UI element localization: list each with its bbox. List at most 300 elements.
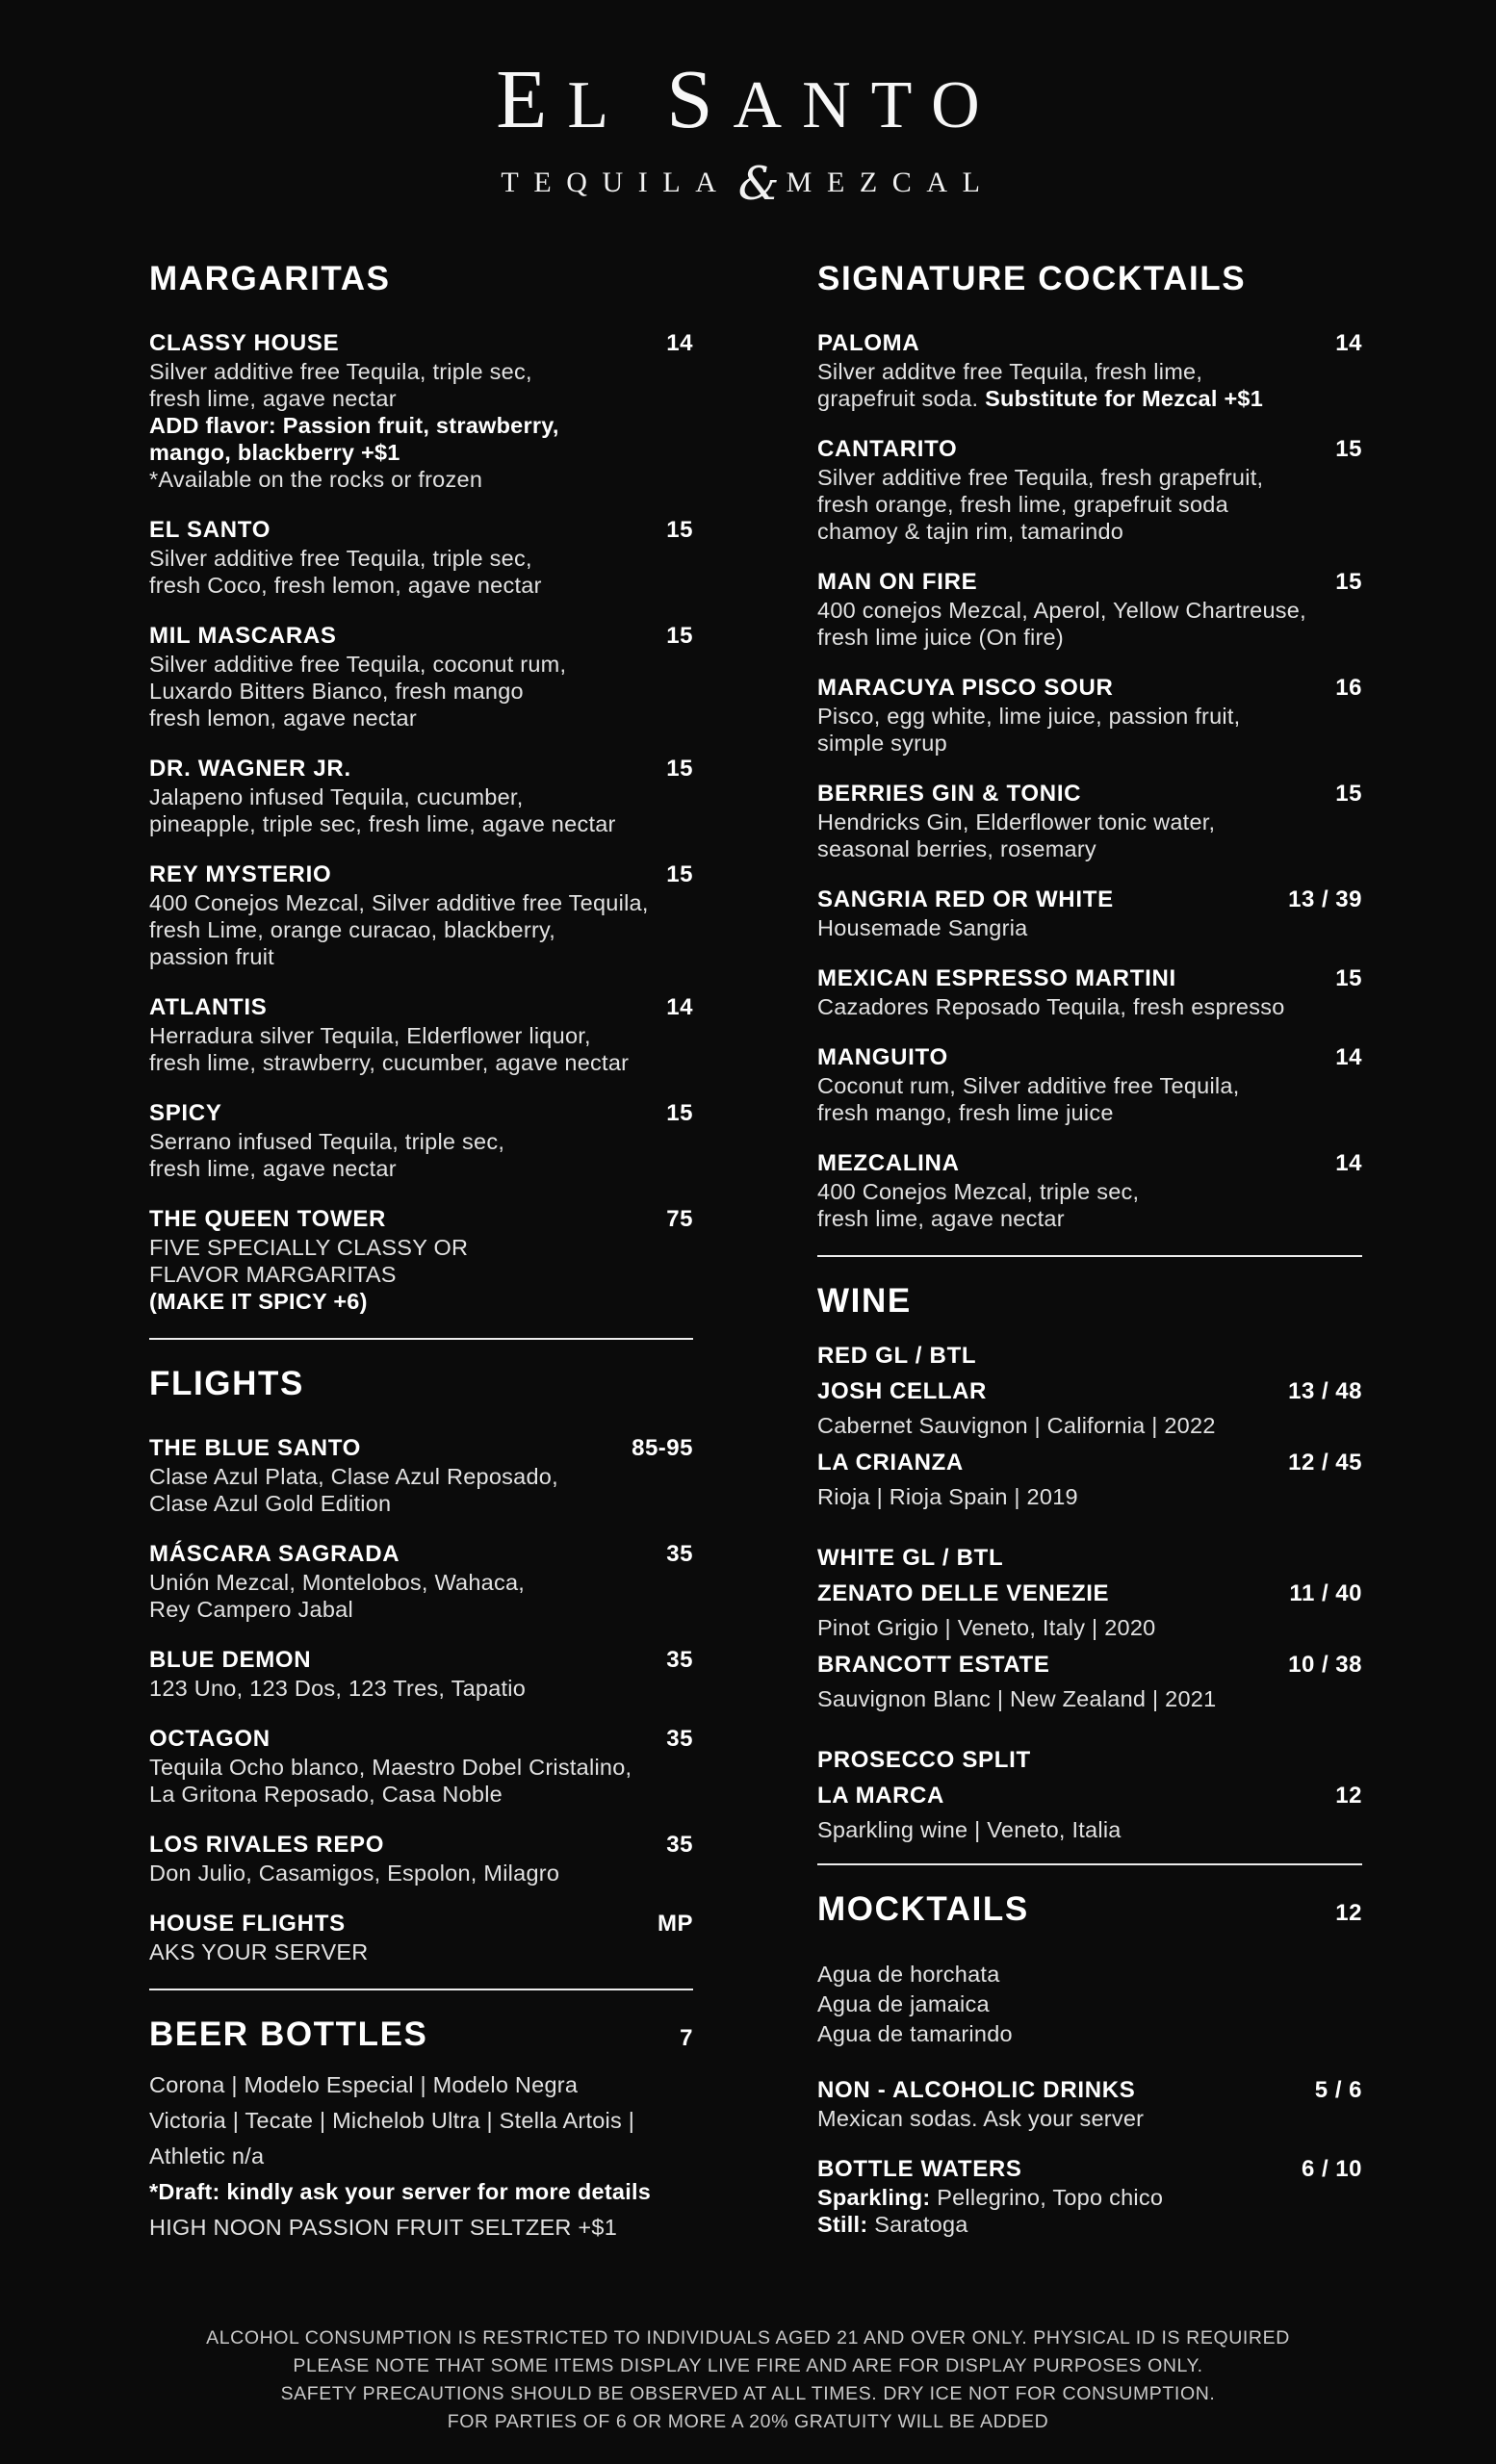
item-description-line xyxy=(149,1234,693,1261)
menu-item-header xyxy=(817,1376,1362,1407)
text-segment: Silver additive free Tequila, fresh grapefruit, xyxy=(817,465,1264,490)
section-header xyxy=(149,1363,693,1405)
text-segment: Sparkling: xyxy=(817,2185,938,2210)
item-description-line xyxy=(817,1205,1362,1232)
menu-item-header xyxy=(149,1205,693,1234)
text-segment: fresh lime, agave nectar xyxy=(817,1206,1065,1231)
menu-item-price: 15 xyxy=(1335,965,1362,991)
item-description-line xyxy=(817,464,1362,491)
menu-item-name: MÁSCARA SAGRADA xyxy=(149,1541,400,1567)
menu-item-name: MARACUYA PISCO SOUR xyxy=(817,675,1114,701)
menu-item-price: 12 xyxy=(1335,1783,1362,1809)
text-segment: Sauvignon Blanc | New Zealand | 2021 xyxy=(817,1686,1217,1711)
menu-item-price: 5 / 6 xyxy=(1314,2077,1362,2103)
menu-item-header xyxy=(817,964,1362,993)
menu-item-name: BERRIES GIN & TONIC xyxy=(817,781,1082,807)
menu-item-man-on-fire xyxy=(817,568,1362,651)
item-description-line xyxy=(817,730,1362,757)
menu-item-name: MANGUITO xyxy=(817,1044,948,1070)
item-description-line xyxy=(149,385,693,412)
menu-item-price: 35 xyxy=(666,1726,693,1752)
item-description-line xyxy=(149,1754,693,1781)
item-description-line xyxy=(149,943,693,970)
text-segment: passion fruit xyxy=(149,944,274,969)
item-description-line xyxy=(149,2210,693,2246)
menu-item-price: 12 / 45 xyxy=(1288,1450,1362,1476)
text-segment: Coconut rum, Silver additive free Tequila, xyxy=(817,1073,1240,1098)
menu-item-los-rivales-repo xyxy=(149,1831,693,1886)
text-segment: mango, blackberry +$1 xyxy=(149,440,400,465)
menu-item-price: 35 xyxy=(666,1647,693,1673)
menu-item-header xyxy=(149,993,693,1022)
menu-item-name: LA CRIANZA xyxy=(817,1450,964,1476)
plain-lines-block xyxy=(149,2067,693,2246)
text-segment: Saratoga xyxy=(874,2212,968,2237)
menu-item-header xyxy=(149,1831,693,1860)
wine-group-label-red-gl-btl: RED GL / BTL xyxy=(817,1343,977,1369)
text-segment: fresh lime juice (On fire) xyxy=(817,625,1064,650)
item-description-line xyxy=(817,1681,1362,1717)
text-segment: simple syrup xyxy=(817,731,947,756)
menu-item-header xyxy=(149,1646,693,1675)
menu-item-header xyxy=(817,674,1362,703)
item-description-line xyxy=(817,385,1362,412)
item-description-line xyxy=(149,466,693,493)
menu-item-name: THE BLUE SANTO xyxy=(149,1435,362,1461)
menu-item-name: BOTTLE WATERS xyxy=(817,2156,1022,2182)
item-description-line xyxy=(817,2105,1362,2132)
menu-column-left xyxy=(149,258,693,2272)
menu-item-header xyxy=(149,329,693,358)
section-title-signature-cocktails: SIGNATURE COCKTAILS xyxy=(817,260,1247,297)
menu-item-name: HOUSE FLIGHTS xyxy=(149,1911,346,1937)
section-header xyxy=(817,258,1362,300)
menu-item-price: 15 xyxy=(1335,436,1362,462)
restaurant-logo xyxy=(0,53,1496,212)
logo-subtitle-mezcal: MEZCAL xyxy=(786,167,995,199)
item-description-line xyxy=(149,545,693,572)
logo-word-rest: ANTO xyxy=(733,68,1000,142)
menu-item-price: 75 xyxy=(666,1206,693,1232)
menu-item-header xyxy=(817,329,1362,358)
text-segment: Unión Mezcal, Montelobos, Wahaca, xyxy=(149,1570,526,1595)
item-description-line xyxy=(817,1609,1362,1646)
text-segment: Athletic n/a xyxy=(149,2143,265,2169)
logo-word-el xyxy=(496,53,630,145)
section-header xyxy=(817,1280,1362,1322)
item-description-line xyxy=(149,2139,693,2174)
text-segment: Rey Campero Jabal xyxy=(149,1597,353,1622)
item-description-line xyxy=(817,808,1362,835)
menu-item-m-scara-sagrada xyxy=(149,1540,693,1623)
wine-group-label-prosecco-split: PROSECCO SPLIT xyxy=(817,1747,1031,1773)
item-description-line xyxy=(149,572,693,599)
item-description-line xyxy=(817,1178,1362,1205)
menu-item-rey-mysterio xyxy=(149,860,693,970)
logo-word-rest: L xyxy=(567,68,630,142)
text-segment: fresh lime, agave nectar xyxy=(149,1156,397,1181)
menu-item-price: MP xyxy=(658,1911,693,1937)
logo-word-santo xyxy=(666,53,1000,145)
menu-item-price: 16 xyxy=(1335,675,1362,701)
text-segment: 400 Conejos Mezcal, Silver additive free Tequila, xyxy=(149,890,649,915)
item-description-line xyxy=(149,1490,693,1517)
item-description-line xyxy=(149,2067,693,2103)
menu-item-maracuya-pisco-sour xyxy=(817,674,1362,757)
text-segment: fresh lime, agave nectar xyxy=(149,386,397,411)
item-description-line xyxy=(149,783,693,810)
item-description-line xyxy=(817,1072,1362,1099)
menu-item-name: OCTAGON xyxy=(149,1726,271,1752)
menu-item-header xyxy=(817,886,1362,914)
item-description-line xyxy=(149,1569,693,1596)
section-margaritas xyxy=(149,258,693,1315)
text-segment: Clase Azul Gold Edition xyxy=(149,1491,392,1516)
menu-item-price: 15 xyxy=(1335,781,1362,807)
item-description-line xyxy=(817,2211,1362,2238)
text-segment: fresh Coco, fresh lemon, agave nectar xyxy=(149,573,542,598)
text-segment: Housemade Sangria xyxy=(817,915,1028,940)
text-segment: Agua de tamarindo xyxy=(817,2021,1013,2046)
menu-item-name: MAN ON FIRE xyxy=(817,569,978,595)
menu-item-price: 13 / 39 xyxy=(1288,886,1362,912)
menu-item-zenato-delle-venezie xyxy=(817,1578,1362,1646)
menu-item-name: EL SANTO xyxy=(149,517,271,543)
item-description-line xyxy=(149,1781,693,1808)
menu-item-brancott-estate xyxy=(817,1650,1362,1717)
text-segment: grapefruit soda. xyxy=(817,386,986,411)
menu-item-name: MEZCALINA xyxy=(817,1150,960,1176)
item-description-line xyxy=(817,2184,1362,2211)
section-divider xyxy=(817,1255,1362,1257)
menu-item-name: SPICY xyxy=(149,1100,222,1126)
menu-item-header xyxy=(149,1434,693,1463)
section-title-margaritas: MARGARITAS xyxy=(149,260,391,297)
menu-item-josh-cellar xyxy=(817,1376,1362,1444)
legal-disclaimer xyxy=(0,2324,1496,2436)
text-segment: Luxardo Bitters Bianco, fresh mango xyxy=(149,679,524,704)
menu-item-spicy xyxy=(149,1099,693,1182)
text-segment: Hendricks Gin, Elderflower tonic water, xyxy=(817,809,1216,834)
menu-item-name: NON - ALCOHOLIC DRINKS xyxy=(817,2077,1136,2103)
item-description-line xyxy=(149,1261,693,1288)
text-segment: Herradura silver Tequila, Elderflower liquor, xyxy=(149,1023,591,1048)
section-header xyxy=(149,2014,693,2056)
menu-item-name: CLASSY HOUSE xyxy=(149,330,340,356)
item-description-line xyxy=(149,1860,693,1886)
item-description-line xyxy=(149,2103,693,2139)
text-segment: 400 conejos Mezcal, Aperol, Yellow Chartreuse, xyxy=(817,598,1306,623)
item-description-line xyxy=(149,1938,693,1965)
menu-item-price: 15 xyxy=(666,1100,693,1126)
text-segment: Tequila Ocho blanco, Maestro Dobel Cristalino, xyxy=(149,1755,632,1780)
item-description-line xyxy=(817,624,1362,651)
menu-item-price: 6 / 10 xyxy=(1301,2156,1362,2182)
menu-item-the-blue-santo xyxy=(149,1434,693,1517)
menu-item-house-flights xyxy=(149,1910,693,1965)
disclaimer-line: FOR PARTIES OF 6 OR MORE A 20% GRATUITY WILL BE ADDED xyxy=(447,2411,1049,2432)
item-description-line xyxy=(817,1407,1362,1444)
menu-item-name: PALOMA xyxy=(817,330,920,356)
menu-item-name: LOS RIVALES REPO xyxy=(149,1832,385,1858)
item-description-line xyxy=(149,1049,693,1076)
logo-subtitle-tequila: TEQUILA xyxy=(501,167,732,199)
text-segment: *Draft: kindly ask your server for more details xyxy=(149,2179,652,2204)
item-description-line xyxy=(149,810,693,837)
text-segment: FLAVOR MARGARITAS xyxy=(149,1262,397,1287)
text-segment: fresh Lime, orange curacao, blackberry, xyxy=(149,917,556,942)
section-title-beer-bottles: BEER BOTTLES xyxy=(149,2015,428,2053)
item-description-line xyxy=(149,1596,693,1623)
text-segment: Substitute for Mezcal +$1 xyxy=(985,386,1264,411)
menu-item-la-crianza xyxy=(817,1448,1362,1515)
menu-item-mezcalina xyxy=(817,1149,1362,1232)
item-description-line xyxy=(149,439,693,466)
item-description-line xyxy=(149,889,693,916)
text-segment: Cazadores Reposado Tequila, fresh espresso xyxy=(817,994,1285,1019)
menu-column-right xyxy=(817,258,1362,2261)
menu-item-header xyxy=(817,435,1362,464)
text-segment: seasonal berries, rosemary xyxy=(817,836,1096,861)
text-segment: fresh lime, strawberry, cucumber, agave nectar xyxy=(149,1050,630,1075)
item-description-line xyxy=(149,1155,693,1182)
menu-item-price: 15 xyxy=(666,517,693,543)
text-segment: Sparkling wine | Veneto, Italia xyxy=(817,1817,1122,1842)
menu-item-name: BRANCOTT ESTATE xyxy=(817,1652,1050,1678)
item-description-line xyxy=(817,1099,1362,1126)
text-segment: Don Julio, Casamigos, Espolon, Milagro xyxy=(149,1861,560,1886)
item-description-line xyxy=(149,1675,693,1702)
menu-item-paloma xyxy=(817,329,1362,412)
text-segment: *Available on the rocks or frozen xyxy=(149,467,483,492)
menu-item-octagon xyxy=(149,1725,693,1808)
item-description-line xyxy=(149,916,693,943)
menu-item-header xyxy=(149,860,693,889)
menu-item-price: 10 / 38 xyxy=(1288,1652,1362,1678)
section-title-wine: WINE xyxy=(817,1282,912,1320)
menu-item-price: 15 xyxy=(1335,569,1362,595)
section-flights xyxy=(149,1338,693,1965)
ampersand-glyph: & xyxy=(737,157,780,212)
menu-item-mexican-espresso-martini xyxy=(817,964,1362,1020)
item-description-line xyxy=(149,678,693,705)
section-mocktails xyxy=(817,1863,1362,2238)
menu-item-name: THE QUEEN TOWER xyxy=(149,1206,387,1232)
text-segment: Silver additive free Tequila, triple sec, xyxy=(149,546,532,571)
text-segment: Still: xyxy=(817,2212,875,2237)
menu-item-berries-gin-tonic xyxy=(817,780,1362,862)
menu-item-manguito xyxy=(817,1043,1362,1126)
menu-item-price: 14 xyxy=(1335,330,1362,356)
menu-item-header xyxy=(149,1725,693,1754)
plain-lines-block xyxy=(817,1960,1362,2049)
item-description-line xyxy=(817,597,1362,624)
text-segment: Pellegrino, Topo chico xyxy=(937,2185,1164,2210)
text-segment: FIVE SPECIALLY CLASSY OR xyxy=(149,1235,469,1260)
menu-item-price: 35 xyxy=(666,1832,693,1858)
item-description-line xyxy=(149,651,693,678)
text-segment: Silver additve free Tequila, fresh lime, xyxy=(817,359,1203,384)
text-segment: Agua de jamaica xyxy=(817,1991,990,2016)
item-description-line xyxy=(149,358,693,385)
menu-item-header xyxy=(149,1910,693,1938)
text-segment: 123 Uno, 123 Dos, 123 Tres, Tapatio xyxy=(149,1676,527,1701)
spacer xyxy=(817,1721,1362,1746)
menu-item-header xyxy=(817,1043,1362,1072)
menu-item-name: JOSH CELLAR xyxy=(817,1378,987,1404)
menu-item-el-santo xyxy=(149,516,693,599)
section-beer-bottles xyxy=(149,1989,693,2246)
section-title-mocktails: MOCKTAILS xyxy=(817,1890,1029,1928)
menu-item-header xyxy=(817,1781,1362,1811)
section-signature-cocktails xyxy=(817,258,1362,1232)
menu-item-price: 85-95 xyxy=(632,1435,693,1461)
menu-item-name: SANGRIA RED OR WHITE xyxy=(817,886,1114,912)
menu-item-the-queen-tower xyxy=(149,1205,693,1315)
menu-item-name: MIL MASCARAS xyxy=(149,623,337,649)
text-segment: Pinot Grigio | Veneto, Italy | 2020 xyxy=(817,1615,1156,1640)
logo-title xyxy=(0,53,1496,145)
item-description-line xyxy=(817,491,1362,518)
disclaimer-line: SAFETY PRECAUTIONS SHOULD BE OBSERVED AT ALL TIMES. DRY ICE NOT FOR CONSUMPTION. xyxy=(280,2383,1216,2404)
text-segment: Clase Azul Plata, Clase Azul Reposado, xyxy=(149,1464,558,1489)
logo-word-initial: S xyxy=(666,53,734,145)
menu-item-price: 15 xyxy=(666,623,693,649)
text-segment: 400 Conejos Mezcal, triple sec, xyxy=(817,1179,1140,1204)
item-description-line xyxy=(817,1960,1362,1989)
item-description-line xyxy=(817,518,1362,545)
text-segment: Corona | Modelo Especial | Modelo Negra xyxy=(149,2072,579,2097)
logo-subtitle xyxy=(0,157,1496,211)
menu-item-name: DR. WAGNER JR. xyxy=(149,756,351,782)
text-segment: Silver additive free Tequila, triple sec, xyxy=(149,359,532,384)
menu-item-price: 11 / 40 xyxy=(1289,1580,1362,1606)
menu-item-header xyxy=(149,755,693,783)
text-segment: Jalapeno infused Tequila, cucumber, xyxy=(149,784,524,809)
text-segment: pineapple, triple sec, fresh lime, agave nectar xyxy=(149,811,616,836)
text-segment: HIGH NOON PASSION FRUIT SELTZER +$1 xyxy=(149,2215,618,2240)
item-description-line xyxy=(149,1022,693,1049)
item-description-line xyxy=(817,1811,1362,1848)
section-price: 7 xyxy=(680,2025,693,2051)
item-description-line xyxy=(817,835,1362,862)
section-divider xyxy=(817,1863,1362,1865)
menu-item-bottle-waters xyxy=(817,2155,1362,2238)
item-description-line xyxy=(149,2174,693,2210)
text-segment: (MAKE IT SPICY +6) xyxy=(149,1289,368,1314)
text-segment: Pisco, egg white, lime juice, passion fruit, xyxy=(817,704,1241,729)
menu-item-price: 14 xyxy=(1335,1044,1362,1070)
menu-item-header xyxy=(817,780,1362,808)
menu-item-header xyxy=(817,2076,1362,2105)
text-segment: Cabernet Sauvignon | California | 2022 xyxy=(817,1413,1216,1438)
item-description-line xyxy=(149,1288,693,1315)
menu-item-classy-house xyxy=(149,329,693,493)
item-description-line xyxy=(817,1478,1362,1515)
menu-item-header xyxy=(817,1448,1362,1478)
text-segment: Serrano infused Tequila, triple sec, xyxy=(149,1129,505,1154)
section-header xyxy=(149,258,693,300)
menu-item-header xyxy=(149,1540,693,1569)
menu-item-price: 14 xyxy=(1335,1150,1362,1176)
section-header xyxy=(817,1888,1362,1931)
text-segment: fresh lemon, agave nectar xyxy=(149,706,417,731)
item-description-line xyxy=(817,703,1362,730)
text-segment: Agua de horchata xyxy=(817,1962,1000,1987)
menu-item-non-alcoholic-drinks xyxy=(817,2076,1362,2132)
menu-item-name: ATLANTIS xyxy=(149,994,268,1020)
item-description-line xyxy=(817,2019,1362,2049)
item-description-line xyxy=(817,1989,1362,2019)
text-segment: fresh mango, fresh lime juice xyxy=(817,1100,1114,1125)
text-segment: Rioja | Rioja Spain | 2019 xyxy=(817,1484,1078,1509)
menu-item-header xyxy=(149,1099,693,1128)
menu-item-mil-mascaras xyxy=(149,622,693,732)
menu-item-name: ZENATO DELLE VENEZIE xyxy=(817,1580,1110,1606)
menu-item-dr-wagner-jr xyxy=(149,755,693,837)
text-segment: La Gritona Reposado, Casa Noble xyxy=(149,1782,503,1807)
disclaimer-line: PLEASE NOTE THAT SOME ITEMS DISPLAY LIVE FIRE AND ARE FOR DISPLAY PURPOSES ONLY. xyxy=(293,2355,1203,2376)
item-description-line xyxy=(149,705,693,732)
menu-item-price: 14 xyxy=(666,994,693,1020)
menu-item-sangria-red-or-white xyxy=(817,886,1362,941)
menu-item-name: CANTARITO xyxy=(817,436,958,462)
item-description-line xyxy=(817,914,1362,941)
menu-item-cantarito xyxy=(817,435,1362,545)
menu-item-price: 13 / 48 xyxy=(1288,1378,1362,1404)
text-segment: chamoy & tajin rim, tamarindo xyxy=(817,519,1124,544)
item-description-line xyxy=(149,1128,693,1155)
menu-item-atlantis xyxy=(149,993,693,1076)
menu-item-header xyxy=(149,622,693,651)
menu-item-header xyxy=(817,1149,1362,1178)
menu-item-name: MEXICAN ESPRESSO MARTINI xyxy=(817,965,1176,991)
menu-item-name: REY MYSTERIO xyxy=(149,861,332,887)
text-segment: Victoria | Tecate | Michelob Ultra | Stella Artois | xyxy=(149,2108,635,2133)
menu-item-name: LA MARCA xyxy=(817,1783,944,1809)
item-description-line xyxy=(817,993,1362,1020)
menu-item-la-marca xyxy=(817,1781,1362,1848)
menu-item-blue-demon xyxy=(149,1646,693,1702)
section-divider xyxy=(149,1989,693,1990)
spacer xyxy=(817,1519,1362,1544)
text-segment: fresh orange, fresh lime, grapefruit soda xyxy=(817,492,1228,517)
text-segment: Mexican sodas. Ask your server xyxy=(817,2106,1145,2131)
section-divider xyxy=(149,1338,693,1340)
item-description-line xyxy=(149,1463,693,1490)
text-segment: AKS YOUR SERVER xyxy=(149,1939,369,1964)
menu-item-header xyxy=(817,2155,1362,2184)
disclaimer-line: ALCOHOL CONSUMPTION IS RESTRICTED TO INDIVIDUALS AGED 21 AND OVER ONLY. PHYSICAL ID IS REQUIRED xyxy=(206,2327,1290,2348)
text-segment: ADD flavor: Passion fruit, strawberry, xyxy=(149,413,559,438)
menu-item-price: 15 xyxy=(666,756,693,782)
logo-word-initial: E xyxy=(496,53,568,145)
menu-item-header xyxy=(817,1578,1362,1609)
menu-item-header xyxy=(149,516,693,545)
menu-item-header xyxy=(817,1650,1362,1681)
menu-item-header xyxy=(817,568,1362,597)
section-wine xyxy=(817,1255,1362,1848)
menu-item-price: 14 xyxy=(666,330,693,356)
menu-item-price: 15 xyxy=(666,861,693,887)
item-description-line xyxy=(817,358,1362,385)
text-segment: Silver additive free Tequila, coconut rum, xyxy=(149,652,567,677)
section-title-flights: FLIGHTS xyxy=(149,1365,304,1402)
wine-group-label-white-gl-btl: WHITE GL / BTL xyxy=(817,1545,1004,1571)
menu-item-price: 35 xyxy=(666,1541,693,1567)
item-description-line xyxy=(149,412,693,439)
menu-item-name: BLUE DEMON xyxy=(149,1647,312,1673)
